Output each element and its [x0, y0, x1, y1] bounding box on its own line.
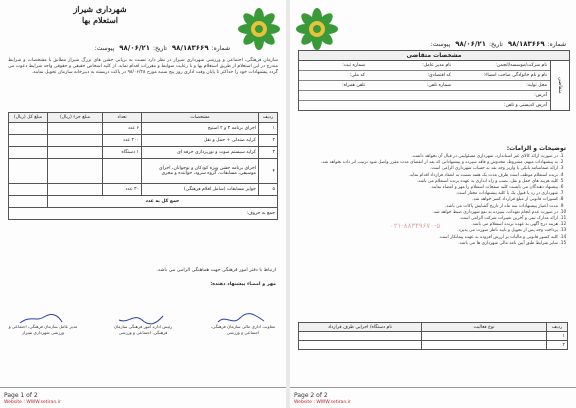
list-item: 8. کسورات قانونی از مبلغ قرارداد کسر خواهد شد. [300, 197, 558, 203]
applicant-label: متقاضی [550, 61, 569, 110]
table-row: ۱ [299, 332, 568, 341]
list-item: 5. کلیه هزینه های حمل و نقل، نصب و راه اندازی به عهده برنده استعلام می باشد. [300, 179, 558, 185]
total-row: جمع کل به عدد [9, 196, 278, 208]
applicant-spec-box [298, 50, 570, 111]
price-table [8, 112, 278, 220]
page-footer [290, 387, 576, 408]
letterhead [0, 0, 286, 58]
page-number: Page 2 of 2 [294, 392, 328, 399]
table-row: ۵ جوایز مسابقات (شامل اقلام فرهنگی) ۳۰ عدد [9, 184, 278, 196]
intro-paragraph: سازمان فرهنگی، اجتماعی و ورزشی شهرداری شیراز در نظر دارد نسبت به برپایی جشن های بزرگ شیراز مطابق با مشخصات و شرایط مندرج در این استعلام از طریق استعلام بها و با رعایت ضوابط و مقررات اقدام نماید. از کلیه اشخاص حقیقی و حقوقی واجد شرایط دعوت می گردد پیشنهادات خود را حداکثر تا پایان وقت اداری روز پنج شنبه مورخ ۹۸/۰۶/۲۸ در پاکت دربسته به دبیرخانه سازمان تحویل نمایند. [8, 58, 278, 75]
list-item: 12. هزینه درج آگهی به عهده برنده استعلام می باشد. [300, 222, 558, 228]
list-item: 13. پرداخت وجه پس از تحویل و تایید ناظر صورت می پذیرد. [300, 228, 558, 234]
signature-scribble-icon [16, 312, 66, 326]
signatures [8, 312, 278, 346]
letter-meta: شماره:۹۸/۱۸۳۶۶۹ تاریخ:۹۸/۰۶/۲۱ پیوست: [430, 40, 566, 48]
document-page-1 [0, 0, 286, 408]
list-item: 9. مدت اعتبار پیشنهادات سه ماه از تاریخ گشایش پاکات می باشد. [300, 204, 558, 210]
col-total-price: مبلغ کل (ریال) [9, 113, 48, 123]
letter-date: ۹۸/۰۶/۲۱ [119, 44, 150, 52]
signature-scribble-icon [216, 312, 266, 326]
letter-number: ۹۸/۱۸۳۶۶۹ [171, 44, 209, 52]
table-row: ۲ کرایه صندلی + حمل و نقل ۲۰۰ عدد [9, 135, 278, 147]
signature-block-2: رئیس اداره امور فرهنگی سازمان فرهنگی، اجتماعی و ورزشی [108, 312, 178, 346]
list-item: 11. ارائه مدارک ثبتی و آخرین تغییرات شرکت الزامی است. [300, 216, 558, 222]
signature-scribble-icon [116, 312, 166, 326]
letter-number: ۹۸/۱۸۳۶۶۹ [507, 40, 545, 48]
org-title: شهرداری شیراز [73, 4, 127, 14]
signature-block-1: معاونت اداری مالی سازمان فرهنگی، اجتماعی و ورزشی [208, 312, 278, 346]
letter-date: ۹۸/۰۶/۲۱ [455, 40, 486, 48]
conditions-list [300, 154, 566, 247]
phone-watermark: ۰۲۱-۸۸۳۴۹۶۷۰-۵ [390, 222, 441, 230]
page-number: Page 1 of 2 [4, 392, 38, 399]
list-item: 4. برنده استعلام موظف است ظرف مدت یک هفته نسبت به انعقاد قرارداد اقدام نماید. [300, 173, 558, 179]
list-item: 2. به پیشنهادات مبهم، مشروط، مخدوش و فاقد سپرده و پیشنهاداتی که بعد از انقضای مدت مقرر واصل شود ترتیب اثر داده نخواهد شد. [300, 160, 558, 166]
list-item: 6. پیشنهاد دهندگان می بایست کلیه صفحات استعلام را مهر و امضاء نمایند. [300, 185, 558, 191]
col-row: ردیف [259, 113, 278, 123]
page-footer [0, 387, 286, 408]
shiraz-municipality-logo-icon [236, 6, 282, 52]
col-spec: مشخصات [142, 113, 259, 123]
field-row: نام شرکت/موسسه/انجمن: نام مدیر عامل: شماره ثبت: [299, 61, 550, 71]
letter-meta: شماره:۹۸/۱۸۳۶۶۹ تاریخ:۹۸/۰۶/۲۱ پیوست: [94, 44, 230, 52]
applicant-spec-title: مشخصات متقاضی [299, 51, 569, 61]
field-row: محل تولید: شماره تلفن: تلفن همراه: [299, 81, 550, 91]
note-text: ارتباط با دفتر امور فرهنگی جهت هماهنگی الزامی می باشد. [156, 268, 276, 273]
field-row: آدرس: [299, 91, 550, 101]
shiraz-municipality-logo-icon [294, 6, 340, 52]
sub-title: استعلام بها [81, 15, 119, 25]
list-item: 14. کلیه کسور قانونی و مالیات بر ارزش افزوده به عهده پیمانکار است. [300, 235, 558, 241]
col-unit-price: مبلغ جزء (ریال) [48, 113, 103, 123]
conditions-title: توضیحات و الزامات: [506, 145, 566, 152]
col-qty: تعداد [103, 113, 142, 123]
activity-table: ردیف نوع فعالیت نام دستگاه/ اجرایی طرف قرارداد ۱ ۲ [298, 322, 568, 350]
table-row: ۳ کرایه سیستم صوت و نورپردازی حرفه ای ۱ دستگاه [9, 147, 278, 159]
words-row: جمع به حروف: [9, 208, 278, 220]
website-link[interactable]: Website : WWW.setiran.ir [294, 400, 351, 405]
list-item: 15. سایر شرایط طبق آیین نامه مالی شهرداری ها می باشد. [300, 241, 558, 247]
list-item: 7. شهرداری در رد یا قبول یک یا کلیه پیشنهادات مختار است. [300, 191, 558, 197]
document-page-2 [290, 0, 576, 408]
field-row: نام و نام خانوادگی صاحب امضاء: کد اقتصادی: کد ملی: [299, 71, 550, 81]
signature-block-3: مدیر عامل سازمان فرهنگی، اجتماعی و ورزشی شهرداری شیراز [8, 312, 78, 346]
list-item: 3. ارائه ضمانتنامه بانکی یا واریز وجه نقد به حساب شهرداری الزامی است. [300, 166, 558, 172]
list-item: 1. در صورت ارائه کالای غیر استاندارد، شهرداری مسئولیتی در قبال آن نخواهد داشت. [300, 154, 558, 160]
field-row: آدرس کدپستی و تلفن: [503, 103, 547, 108]
table-row: ۱ اجرای برنامه ۳ و ۲ استیج ۶ عدد [9, 123, 278, 135]
stamp-label: مهر و امضاء پیشنهاد دهنده: [210, 282, 276, 287]
table-row: ۴ اجرای برنامه جشن ویژه کودکان و نوجوانان، اجرای موسیقی، مسابقات، گروه سرود، خواننده و مجری [9, 159, 278, 184]
table-row: ۲ [299, 341, 568, 350]
website-link[interactable]: Website : WWW.setiran.ir [4, 400, 61, 405]
list-item: 10. در صورت عدم انجام تعهدات، سپرده به نفع شهرداری ضبط خواهد شد. [300, 210, 558, 216]
